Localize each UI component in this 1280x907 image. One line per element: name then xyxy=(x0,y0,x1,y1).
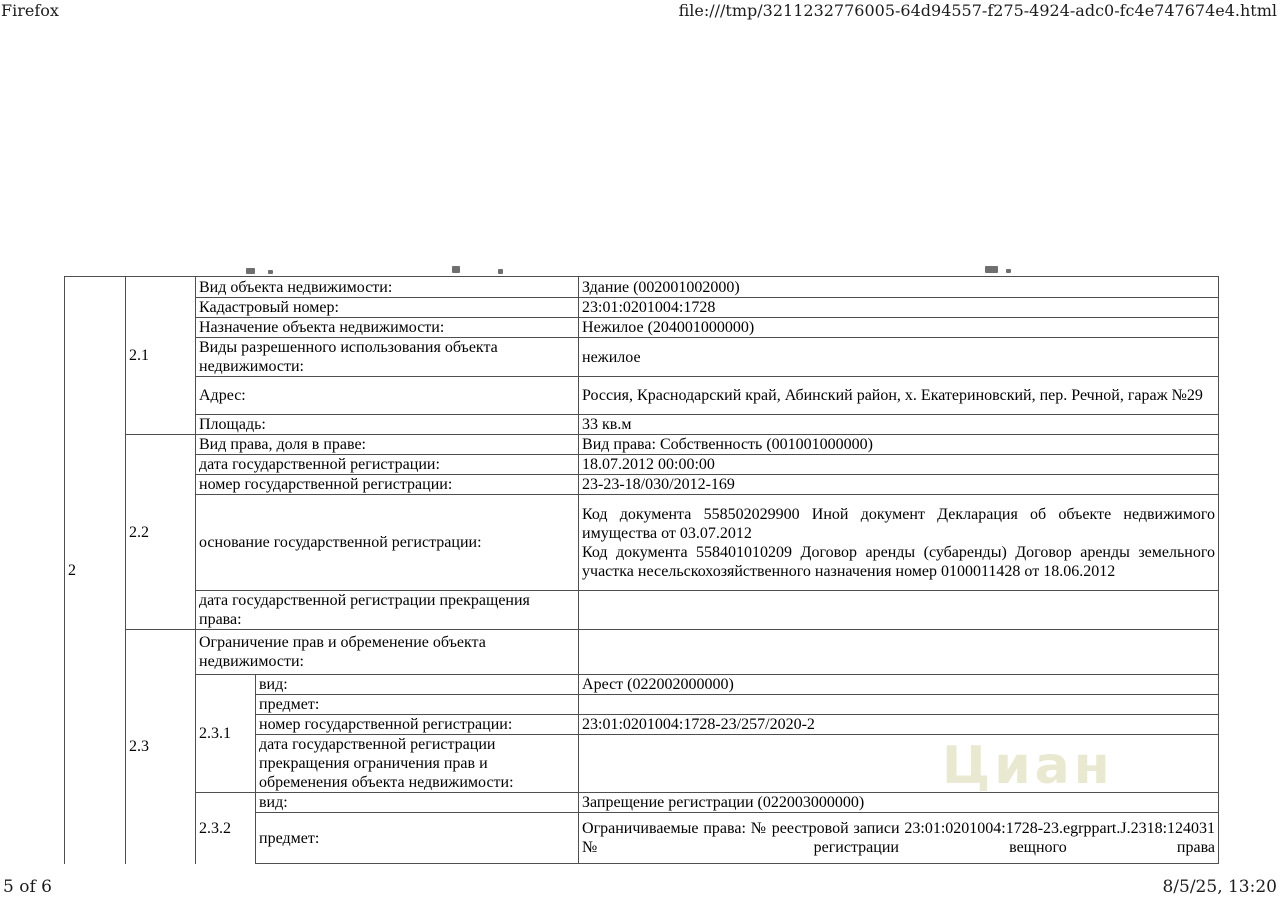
table-row xyxy=(65,675,1219,695)
table-row xyxy=(65,338,1219,377)
basis-document-2: Код документа 558401010209 Договор аренды (субаренды) Договор аренды земельного участка несельскохозяйственного назначения номер 0100011428 от 18.06.2012 xyxy=(582,543,1216,580)
table-row xyxy=(65,377,1219,415)
section-2-number-cell: 2 xyxy=(65,277,126,864)
section-2-3-1-number-cell: 2.3.1 xyxy=(196,675,256,793)
row-value: 18.07.2012 00:00:00 xyxy=(579,455,1219,475)
table-row xyxy=(65,435,1219,455)
row-value: 23:01:0201004:1728-23/257/2020-2 xyxy=(579,715,1219,735)
row-value: Запрещение регистрации (022003000000) xyxy=(579,793,1219,813)
row-label: дата государственной регистрации прекращения права: xyxy=(196,591,579,630)
row-label: Кадастровый номер: xyxy=(196,298,579,318)
watermark: Циан xyxy=(942,736,1114,796)
section-2-3-2-number-cell: 2.3.2 xyxy=(196,793,256,864)
row-label: предмет: xyxy=(256,813,579,864)
row-value: 33 кв.м xyxy=(579,415,1219,435)
row-label: номер государственной регистрации: xyxy=(196,475,579,495)
row-label: Назначение объекта недвижимости: xyxy=(196,318,579,338)
clipped-text-fragment xyxy=(498,269,503,274)
row-value xyxy=(579,630,1219,675)
row-label: Виды разрешенного использования объекта недвижимости: xyxy=(196,338,579,377)
table-row xyxy=(65,298,1219,318)
row-value: Ограничиваемые права: № реестровой записи 23:01:0201004:1728-23.egrppart.J.2318:124031 № регистрации вещного права xyxy=(579,813,1219,864)
print-footer xyxy=(3,877,1277,897)
row-value: 23-23-18/030/2012-169 xyxy=(579,475,1219,495)
row-label: Площадь: xyxy=(196,415,579,435)
browser-app-name: Firefox xyxy=(1,1,59,20)
row-label: основание государственной регистрации: xyxy=(196,495,579,591)
clipped-text-fragment xyxy=(246,268,255,274)
row-value: Арест (022002000000) xyxy=(579,675,1219,695)
table-row xyxy=(65,475,1219,495)
row-value: Нежилое (204001000000) xyxy=(579,318,1219,338)
row-label: вид: xyxy=(256,793,579,813)
page-indicator: 5 of 6 xyxy=(3,877,52,897)
property-record-table xyxy=(64,276,1219,864)
row-label: дата государственной регистрации: xyxy=(196,455,579,475)
row-label: номер государственной регистрации: xyxy=(256,715,579,735)
table-row xyxy=(65,318,1219,338)
section-2-2-number-cell: 2.2 xyxy=(126,435,196,630)
clipped-text-fragment xyxy=(1006,269,1011,273)
table-row xyxy=(65,277,1219,298)
table-row xyxy=(65,793,1219,813)
row-value: Здание (002001002000) xyxy=(579,277,1219,298)
row-value xyxy=(579,591,1219,630)
table-row xyxy=(65,495,1219,591)
row-value: Вид права: Собственность (001001000000) xyxy=(579,435,1219,455)
row-value xyxy=(579,735,1219,793)
table-row xyxy=(65,455,1219,475)
print-header xyxy=(1,1,1277,20)
row-value xyxy=(579,695,1219,715)
clipped-text-fragment xyxy=(268,270,273,274)
clipped-text-fragment xyxy=(985,266,998,273)
row-label: Вид объекта недвижимости: xyxy=(196,277,579,298)
row-value: нежилое xyxy=(579,338,1219,377)
section-2-1-number-cell: 2.1 xyxy=(126,277,196,435)
row-value: 23:01:0201004:1728 xyxy=(579,298,1219,318)
row-label: вид: xyxy=(256,675,579,695)
basis-document-1: Код документа 558502029900 Иной документ Декларация об объекте недвижимого имущества от 03.07.2012 xyxy=(582,505,1216,542)
print-datetime: 8/5/25, 13:20 xyxy=(1162,877,1277,897)
clipped-text-fragment xyxy=(452,266,460,273)
row-label: дата государственной регистрации прекращения ограничения прав и обременения объекта недвижимости: xyxy=(256,735,579,793)
row-label: предмет: xyxy=(256,695,579,715)
table-row xyxy=(65,630,1219,675)
table-row xyxy=(65,591,1219,630)
document-url: file:///tmp/3211232776005-64d94557-f275-4924-adc0-fc4e747674e4.html xyxy=(678,1,1277,20)
table-row xyxy=(65,415,1219,435)
row-value xyxy=(579,495,1219,591)
row-label: Вид права, доля в праве: xyxy=(196,435,579,455)
row-label: Ограничение прав и обременение объекта недвижимости: xyxy=(196,630,579,675)
row-value: Россия, Краснодарский край, Абинский район, х. Екатериновский, пер. Речной, гараж №29 xyxy=(579,377,1219,415)
section-2-3-number-cell: 2.3 xyxy=(126,630,196,864)
row-label: Адрес: xyxy=(196,377,579,415)
